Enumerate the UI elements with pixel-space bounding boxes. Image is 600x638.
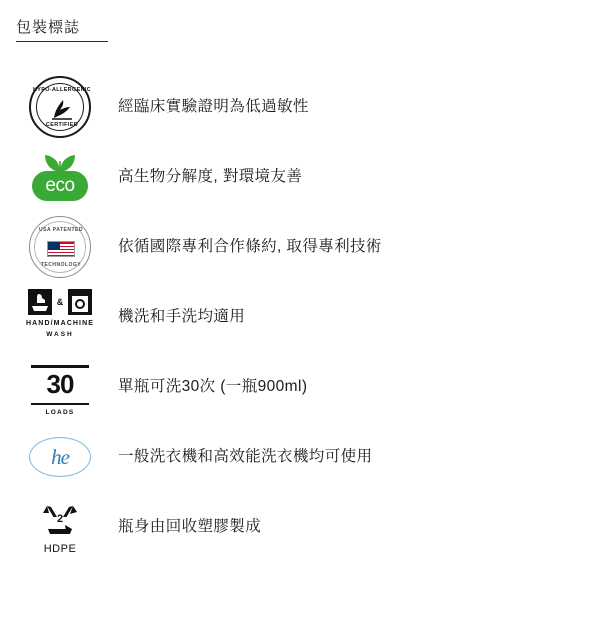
hypoallergenic-certified-seal-icon bbox=[29, 76, 91, 138]
list-item-label: 單瓶可洗30次 (一瓶900ml) bbox=[118, 378, 308, 395]
symbol-list bbox=[0, 72, 600, 562]
list-item bbox=[0, 422, 600, 492]
seal-arc-bottom-text: CERTIFIED bbox=[45, 122, 79, 128]
list-item bbox=[0, 492, 600, 562]
loads-bottom-rule bbox=[31, 403, 89, 406]
page-title: 包裝標誌 bbox=[16, 19, 81, 36]
loads-number: 30 bbox=[46, 369, 74, 399]
loads-caption: LOADS bbox=[45, 409, 75, 416]
machine-wash-icon bbox=[68, 289, 92, 315]
badge-hdpe bbox=[24, 494, 96, 560]
page-title-block bbox=[16, 18, 276, 42]
list-item-label: 瓶身由回收塑膠製成 bbox=[118, 518, 262, 535]
list-item bbox=[0, 142, 600, 212]
leaf-pair-icon bbox=[42, 147, 78, 173]
badge-hypoallergenic bbox=[24, 74, 96, 140]
loads-top-rule bbox=[31, 365, 89, 368]
he-label: he bbox=[51, 444, 69, 469]
list-item bbox=[0, 352, 600, 422]
badge-loads bbox=[24, 354, 96, 420]
badge-he bbox=[24, 424, 96, 490]
wash-caption-line1: HAND/MACHINE bbox=[25, 320, 95, 327]
list-item bbox=[0, 212, 600, 282]
title-underline bbox=[16, 41, 108, 42]
list-item-label: 機洗和手洗均適用 bbox=[118, 308, 246, 325]
eco-leaves-graphic bbox=[42, 147, 78, 173]
patent-arc-top-text: USA PATENTED bbox=[39, 227, 83, 233]
hdpe-recycle-2-icon bbox=[31, 497, 89, 557]
wash-separator: & bbox=[56, 297, 64, 307]
hand-machine-wash-icon bbox=[25, 287, 95, 347]
washing-machine-glyph bbox=[68, 289, 92, 315]
hdpe-caption: HDPE bbox=[43, 543, 77, 555]
hdpe-number: 2 bbox=[56, 513, 64, 525]
wash-icon-pair bbox=[29, 287, 91, 317]
thirty-loads-icon bbox=[31, 357, 89, 417]
list-item bbox=[0, 282, 600, 352]
eco-label: eco bbox=[32, 171, 88, 201]
hand-in-basin-glyph bbox=[28, 289, 52, 315]
patent-arc-bottom-text: TECHNOLOGY bbox=[40, 262, 82, 268]
usa-flag-icon bbox=[47, 241, 75, 257]
badge-usa-patented bbox=[24, 214, 96, 280]
hand-wash-icon bbox=[28, 289, 52, 315]
usa-patented-technology-seal-icon bbox=[29, 216, 91, 278]
badge-eco bbox=[24, 144, 96, 210]
list-item-label: 經臨床實驗證明為低過敏性 bbox=[118, 98, 309, 115]
list-item-label: 依循國際專利合作條約, 取得專利技術 bbox=[118, 238, 382, 255]
list-item-label: 一般洗衣機和高效能洗衣機均可使用 bbox=[118, 448, 373, 465]
list-item bbox=[0, 72, 600, 142]
wash-caption-line2: WASH bbox=[46, 331, 74, 338]
he-high-efficiency-icon bbox=[29, 437, 91, 477]
eco-leaf-icon bbox=[30, 147, 90, 207]
list-item-label: 高生物分解度, 對環境友善 bbox=[118, 168, 303, 185]
badge-hand-machine-wash bbox=[24, 284, 96, 350]
seal-emblem-icon bbox=[48, 95, 76, 123]
seal-arc-top-text: HYPO-ALLERGENIC bbox=[32, 87, 92, 93]
